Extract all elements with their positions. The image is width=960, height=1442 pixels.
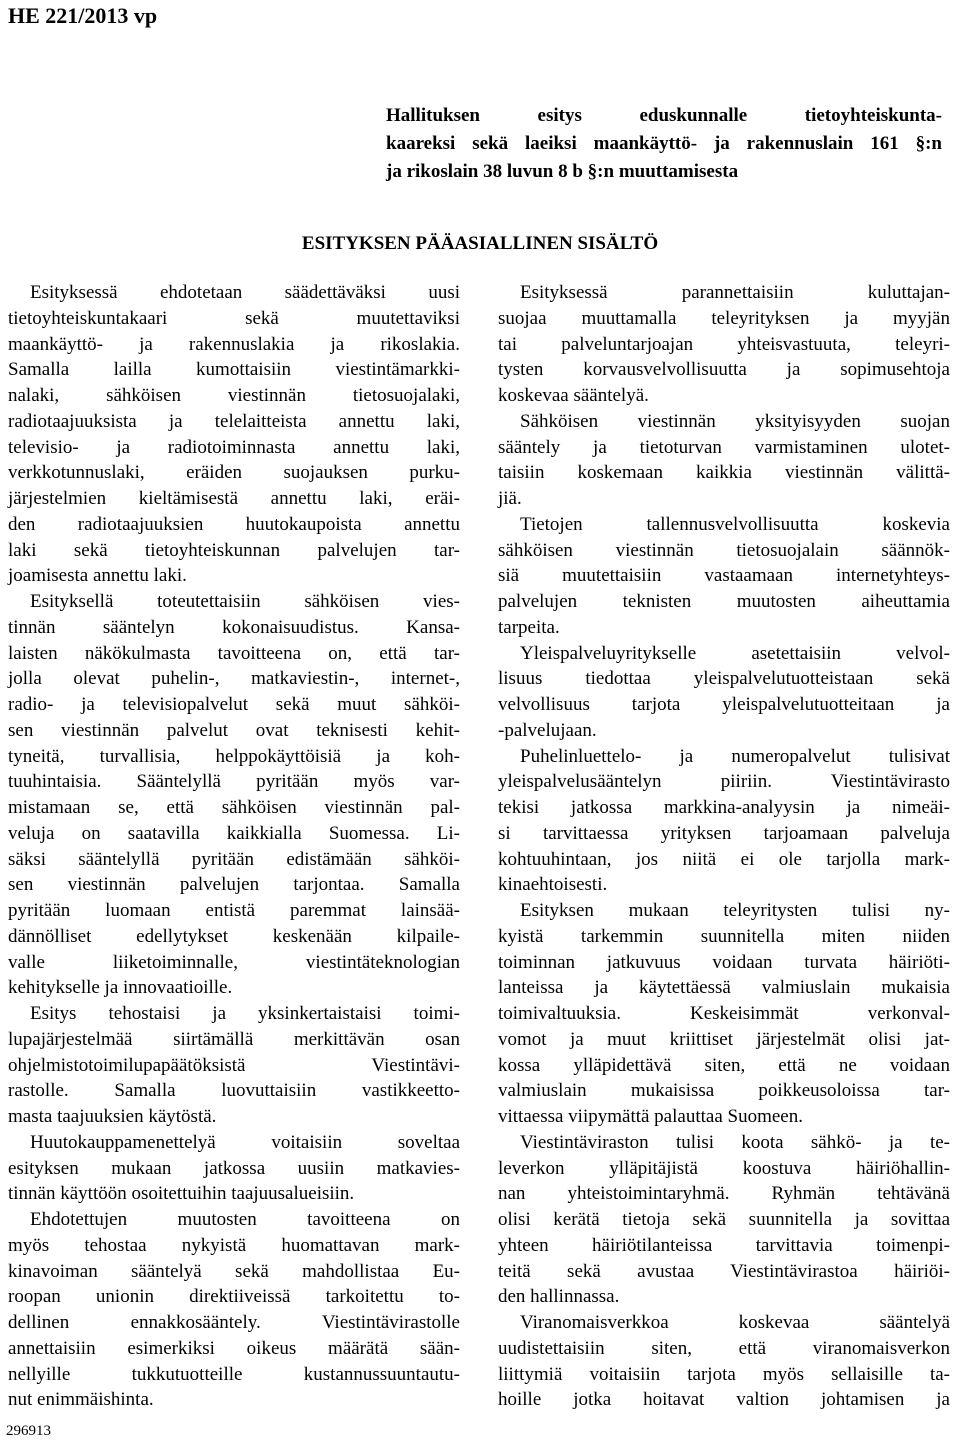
text-line: yleispalvelusääntelyn piiriin. Viestintävirasto bbox=[498, 771, 950, 793]
text-line: toiminnan jatkuvuus voidaan turvata häiriöti- bbox=[498, 951, 950, 973]
text-line: tysten korvausvelvollisuutta ja sopimusehtoja bbox=[498, 359, 950, 381]
text-line: Ehdotettujen muutosten tavoitteena on bbox=[30, 1209, 460, 1230]
text-line: Huutokauppamenettelyä voitaisiin soveltaa bbox=[30, 1131, 460, 1153]
text-line: pyritään luomaan entistä paremmat lainsää- bbox=[8, 900, 460, 921]
text-line: Samalla lailla kumottaisiin viestintämarkki- bbox=[8, 359, 460, 381]
text-line: nut enimmäishinta. bbox=[8, 1389, 154, 1411]
document-id: HE 221/2013 vp bbox=[8, 3, 158, 28]
text-line: tinnän sääntelyn kokonaisuudistus. Kansa- bbox=[8, 616, 460, 638]
text-line: lupajärjestelmää siirtämällä merkittävän osan bbox=[8, 1028, 460, 1050]
text-line: tuuhintaisia. Sääntelyllä pyritään myös var- bbox=[8, 771, 460, 793]
text-line: taisiin koskemaan kaikkia viestinnän välittä- bbox=[498, 462, 950, 484]
text-line: velvollisuus tarjota yleispalvelutuotteitaan ja bbox=[498, 694, 950, 715]
text-line: lanteissa ja käytettäessä valmiuslain mukaisia bbox=[498, 977, 950, 999]
text-line: ohjelmistotoimilupapäätöksistä Viestintävi- bbox=[8, 1054, 460, 1076]
text-line: sen viestinnän palvelujen tarjontaa. Samalla bbox=[8, 874, 460, 896]
text-line: kinavoiman sääntelyä sekä mahdollistaa Eu- bbox=[8, 1260, 460, 1282]
title-line: kaareksi sekä laeiksi maankäyttö- ja rakennuslain 161 §:n bbox=[386, 133, 942, 154]
text-line: vomot ja muut kriittiset järjestelmät olisi jat- bbox=[498, 1028, 950, 1050]
title-line: ja rikoslain 38 luvun 8 b §:n muuttamisesta bbox=[386, 161, 739, 182]
right-text-column bbox=[498, 280, 950, 1413]
text-line: tietoyhteiskuntakaari sekä muutettaviksi bbox=[8, 307, 460, 329]
text-line: televisio- ja radiotoiminnasta annettu laki, bbox=[8, 436, 460, 458]
text-line: -palvelujaan. bbox=[498, 719, 597, 741]
text-line: esityksen mukaan jatkossa uusiin matkavies- bbox=[8, 1157, 460, 1179]
text-line: roopan unionin direktiiveissä tarkoitettu to- bbox=[8, 1286, 460, 1308]
text-line: Yleispalveluyritykselle asetettaisiin velvol- bbox=[520, 642, 950, 664]
text-line: sen viestinnän palvelut ovat teknisesti kehit- bbox=[8, 719, 460, 741]
text-line: yhteen häiriötilanteissa tarvittavia toimenpi- bbox=[498, 1234, 950, 1256]
text-line: Esityksessä ehdotetaan säädettäväksi uusi bbox=[30, 282, 460, 303]
text-line: kohtuuhintaan, jos niitä ei ole tarjolla mark- bbox=[498, 848, 950, 870]
text-line: sähköisen viestinnän tietosuojalain säännök- bbox=[498, 539, 950, 561]
text-line: tinnän käyttöön osoitettuihin taajuusalueisiin. bbox=[8, 1183, 355, 1205]
text-line: Esitys tehostaisi ja yksinkertaistaisi toimi- bbox=[30, 1003, 460, 1024]
text-line: verkkotunnuslaki, eräiden suojauksen purku- bbox=[8, 462, 460, 484]
footer-code: 296913 bbox=[6, 1423, 51, 1439]
section-heading: ESITYKSEN PÄÄASIALLINEN SISÄLTÖ bbox=[301, 233, 659, 254]
text-line: jolla olevat puhelin-, matkaviestin-, internet-, bbox=[8, 668, 460, 690]
text-line: teitä sekä avustaa Viestintävirastoa häiriöi- bbox=[498, 1260, 950, 1282]
text-line: dännölliset edellytykset keskenään kilpaile- bbox=[8, 925, 460, 947]
text-line: siä muutettaisiin vastaamaan internetyhteys- bbox=[498, 565, 950, 587]
text-line: rastolle. Samalla luovuttaisiin vastikkeetto- bbox=[8, 1080, 460, 1102]
text-line: kossa ylläpidettävä siten, että ne voidaan bbox=[498, 1054, 950, 1076]
text-line: koskevaa sääntelyä. bbox=[498, 385, 649, 406]
text-line: kehitykselle ja innovaatioille. bbox=[8, 977, 233, 999]
text-line: si tarvittaessa yrityksen tarjoamaan palveluja bbox=[498, 822, 950, 844]
text-line: mistamaan se, että sähköisen viestinnän pal- bbox=[8, 797, 460, 818]
text-line: veluja on saatavilla kaikkialla Suomessa. Li- bbox=[8, 822, 460, 844]
text-line: joamisesta annettu laki. bbox=[8, 565, 187, 587]
text-line: valmiuslain mukaisissa poikkeusoloissa tar- bbox=[498, 1080, 950, 1102]
title-line: Hallituksen esitys eduskunnalle tietoyhteiskunta- bbox=[386, 105, 942, 126]
text-line: laisten näkökulmasta tavoitteena on, että tar- bbox=[8, 642, 460, 664]
text-line: Puhelinluettelo- ja numeropalvelut tulisivat bbox=[520, 745, 950, 767]
text-line: kinaehtoisesti. bbox=[498, 874, 608, 896]
text-line: radiotaajuuksista ja telelaitteista annettu laki, bbox=[8, 410, 460, 432]
text-line: nalaki, sähköisen viestinnän tietosuojalaki, bbox=[8, 385, 460, 406]
text-line: suojaa muuttamalla teleyrityksen ja myyjän bbox=[498, 307, 950, 329]
text-line: säksi sääntelyllä pyritään edistämään sähköi- bbox=[8, 848, 460, 870]
text-line: myös tehostaa nykyistä huomattavan mark- bbox=[8, 1234, 460, 1256]
text-line: jiä. bbox=[498, 488, 522, 509]
text-line: maankäyttö- ja rakennuslakia ja rikoslakia. bbox=[8, 333, 460, 355]
text-line: Sähköisen viestinnän yksityisyyden suojan bbox=[520, 410, 950, 432]
text-line: sääntely ja tietoturvan varmistaminen ulotet- bbox=[498, 436, 950, 458]
text-line: Tietojen tallennusvelvollisuutta koskevia bbox=[520, 513, 950, 535]
text-line: tekisi jatkossa markkina-analyysin ja nimeäi- bbox=[498, 797, 950, 818]
text-line: den radiotaajuuksien huutokaupoista annettu bbox=[8, 513, 460, 535]
text-line: radio- ja televisiopalvelut sekä muut sähköi- bbox=[8, 694, 460, 715]
text-line: järjestelmien kieltämisestä annettu laki, eräi- bbox=[8, 488, 460, 509]
document-title bbox=[386, 102, 942, 186]
text-line: Viestintäviraston tulisi koota sähkö- ja te- bbox=[520, 1131, 950, 1153]
text-line: tyneitä, turvallisia, helppokäyttöisiä ja koh- bbox=[8, 745, 460, 767]
text-line: vittaessa viipymättä palauttaa Suomeen. bbox=[498, 1106, 803, 1127]
text-line: dellinen ennakkosääntely. Viestintävirastolle bbox=[8, 1312, 460, 1333]
text-line: olisi kerätä tietoja sekä suunnitella ja sovittaa bbox=[498, 1209, 950, 1230]
text-line: Esityksellä toteutettaisiin sähköisen vies- bbox=[30, 591, 460, 612]
text-line: kyistä tarkemmin suunnitella miten niiden bbox=[498, 925, 950, 947]
left-text-column bbox=[8, 280, 460, 1413]
text-line: tai palveluntarjoajan yhteisvastuuta, teleyri- bbox=[498, 333, 950, 355]
text-line: nan yhteistoimintaryhmä. Ryhmän tehtävänä bbox=[498, 1183, 950, 1205]
text-line: tarpeita. bbox=[498, 616, 560, 638]
text-line: annettaisiin esimerkiksi oikeus määrätä sään- bbox=[8, 1337, 460, 1359]
text-line: uudistettaisiin siten, että viranomaisverkon bbox=[498, 1337, 950, 1359]
text-line: liittymiä voitaisiin tarjota myös sellaisille ta- bbox=[498, 1363, 950, 1385]
text-line: lisuus tiedottaa yleispalvelutuotteistaan sekä bbox=[498, 668, 950, 690]
text-line: leverkon ylläpitäjistä koostuva häiriöhallin- bbox=[498, 1157, 950, 1179]
text-line: masta taajuuksien käytöstä. bbox=[8, 1106, 217, 1127]
text-line: valle liiketoiminnalle, viestintäteknologian bbox=[8, 951, 460, 973]
text-line: Esityksessä parannettaisiin kuluttajan- bbox=[520, 282, 950, 303]
text-line: Esityksen mukaan teleyritysten tulisi ny- bbox=[520, 900, 950, 921]
text-line: laki sekä tietoyhteiskunnan palvelujen tar- bbox=[8, 539, 460, 561]
text-line: nellyille tukkutuotteille kustannussuuntautu- bbox=[8, 1363, 460, 1385]
text-line: hoille jotka hoitavat valtion johtamisen ja bbox=[498, 1389, 950, 1411]
text-line: den hallinnassa. bbox=[498, 1286, 620, 1308]
text-line: toimivaltuuksia. Keskeisimmät verkonval- bbox=[498, 1003, 950, 1024]
text-line: Viranomaisverkkoa koskevaa sääntelyä bbox=[520, 1312, 950, 1333]
text-line: palvelujen teknisten muutosten aiheuttamia bbox=[498, 591, 950, 612]
